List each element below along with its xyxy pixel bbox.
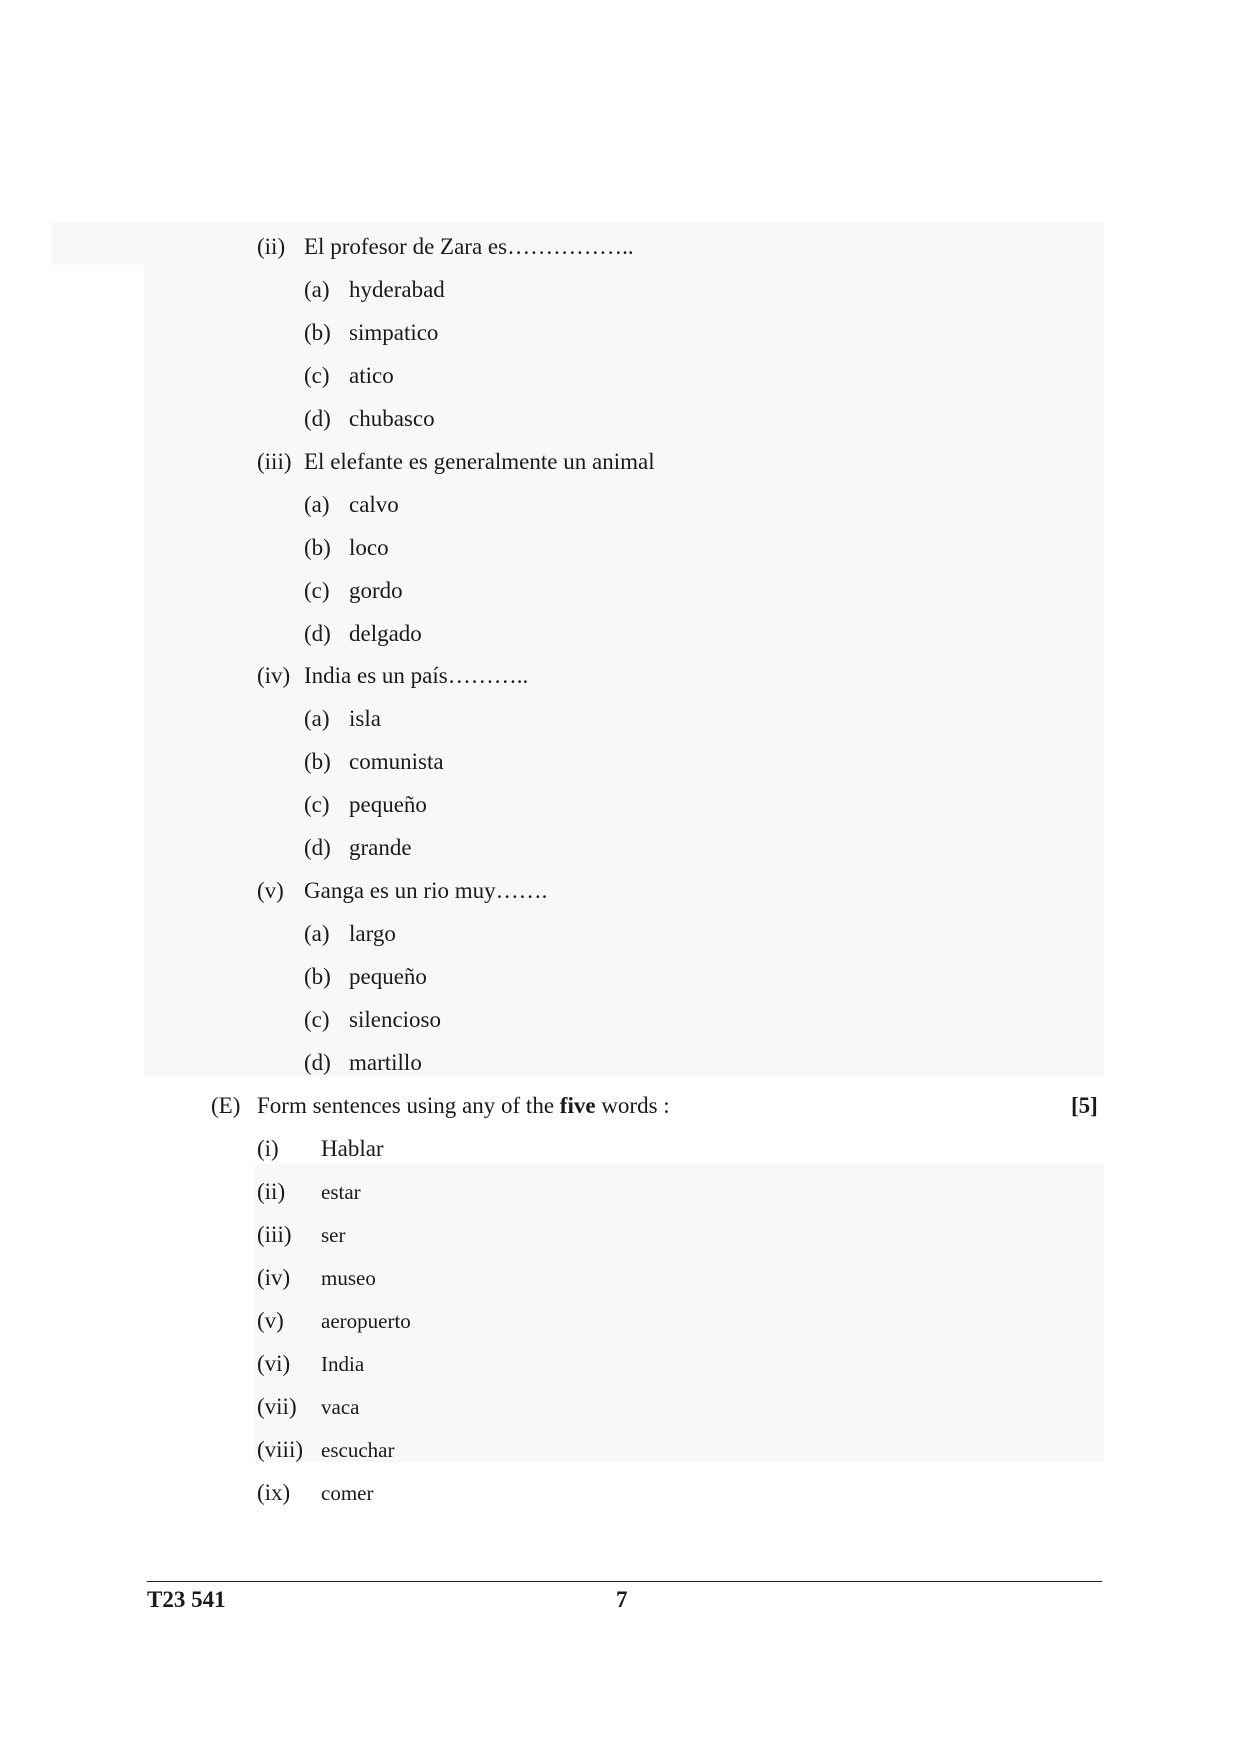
question-text: India es un país………..: [304, 663, 529, 688]
option-label: (c): [304, 578, 330, 603]
option-label: (c): [304, 363, 330, 388]
word-text: aeropuerto: [321, 1309, 411, 1333]
option-text: grande: [349, 835, 412, 860]
option-label: (a): [304, 706, 330, 731]
option-label: (b): [304, 749, 331, 774]
option-text: loco: [349, 535, 389, 560]
option-text: gordo: [349, 578, 403, 603]
word-number: (vi): [257, 1351, 291, 1376]
question-number: (iii): [257, 449, 292, 474]
word-number: (ix): [257, 1480, 291, 1505]
option-text: isla: [349, 706, 381, 731]
word-text: museo: [321, 1266, 376, 1290]
instruction-emphasis: five: [559, 1093, 596, 1118]
option-text: silencioso: [349, 1007, 441, 1032]
option-label: (c): [304, 1007, 330, 1032]
word-text: India: [321, 1352, 365, 1376]
word-text: estar: [321, 1180, 361, 1204]
footer-divider: [147, 1581, 1102, 1582]
question-number: (v): [257, 878, 284, 903]
option-text: comunista: [349, 749, 444, 774]
highlight-band: [144, 222, 1104, 1077]
word-number: (iii): [257, 1222, 292, 1247]
word-text: comer: [321, 1481, 374, 1505]
question-number: (ii): [257, 234, 286, 259]
option-label: (a): [304, 921, 330, 946]
option-label: (d): [304, 621, 331, 646]
word-number: (v): [257, 1308, 284, 1333]
section-label: (E): [211, 1093, 241, 1118]
option-text: largo: [349, 921, 396, 946]
option-label: (d): [304, 835, 331, 860]
option-text: hyderabad: [349, 277, 445, 302]
word-number: (vii): [257, 1394, 297, 1419]
option-text: chubasco: [349, 406, 435, 431]
paper-code: T23 541: [147, 1587, 226, 1612]
option-label: (d): [304, 1050, 331, 1075]
option-text: pequeño: [349, 792, 427, 817]
word-text: Hablar: [321, 1136, 384, 1161]
option-text: pequeño: [349, 964, 427, 989]
word-number: (iv): [257, 1265, 291, 1290]
instruction-text: words :: [595, 1093, 670, 1118]
option-label: (c): [304, 792, 330, 817]
word-text: ser: [321, 1223, 346, 1247]
option-text: simpatico: [349, 320, 439, 345]
word-number: (ii): [257, 1179, 286, 1204]
option-text: calvo: [349, 492, 399, 517]
option-label: (a): [304, 492, 330, 517]
marks-badge: [5]: [1071, 1093, 1098, 1118]
option-label: (b): [304, 320, 331, 345]
option-label: (b): [304, 964, 331, 989]
option-label: (b): [304, 535, 331, 560]
word-number: (i): [257, 1136, 279, 1161]
page-number: 7: [616, 1587, 628, 1612]
option-text: martillo: [349, 1050, 422, 1075]
option-text: delgado: [349, 621, 422, 646]
option-label: (d): [304, 406, 331, 431]
word-text: vaca: [321, 1395, 360, 1419]
question-number: (iv): [257, 663, 291, 688]
question-text: El elefante es generalmente un animal: [304, 449, 655, 474]
highlight-band: [52, 222, 144, 265]
word-text: escuchar: [321, 1438, 395, 1462]
option-label: (a): [304, 277, 330, 302]
question-text: El profesor de Zara es……………..: [304, 234, 634, 259]
question-text: Ganga es un rio muy…….: [304, 878, 548, 903]
section-instruction: [257, 1092, 670, 1120]
instruction-text: Form sentences using any of the: [257, 1093, 560, 1118]
word-number: (viii): [257, 1437, 303, 1462]
option-text: atico: [349, 363, 394, 388]
